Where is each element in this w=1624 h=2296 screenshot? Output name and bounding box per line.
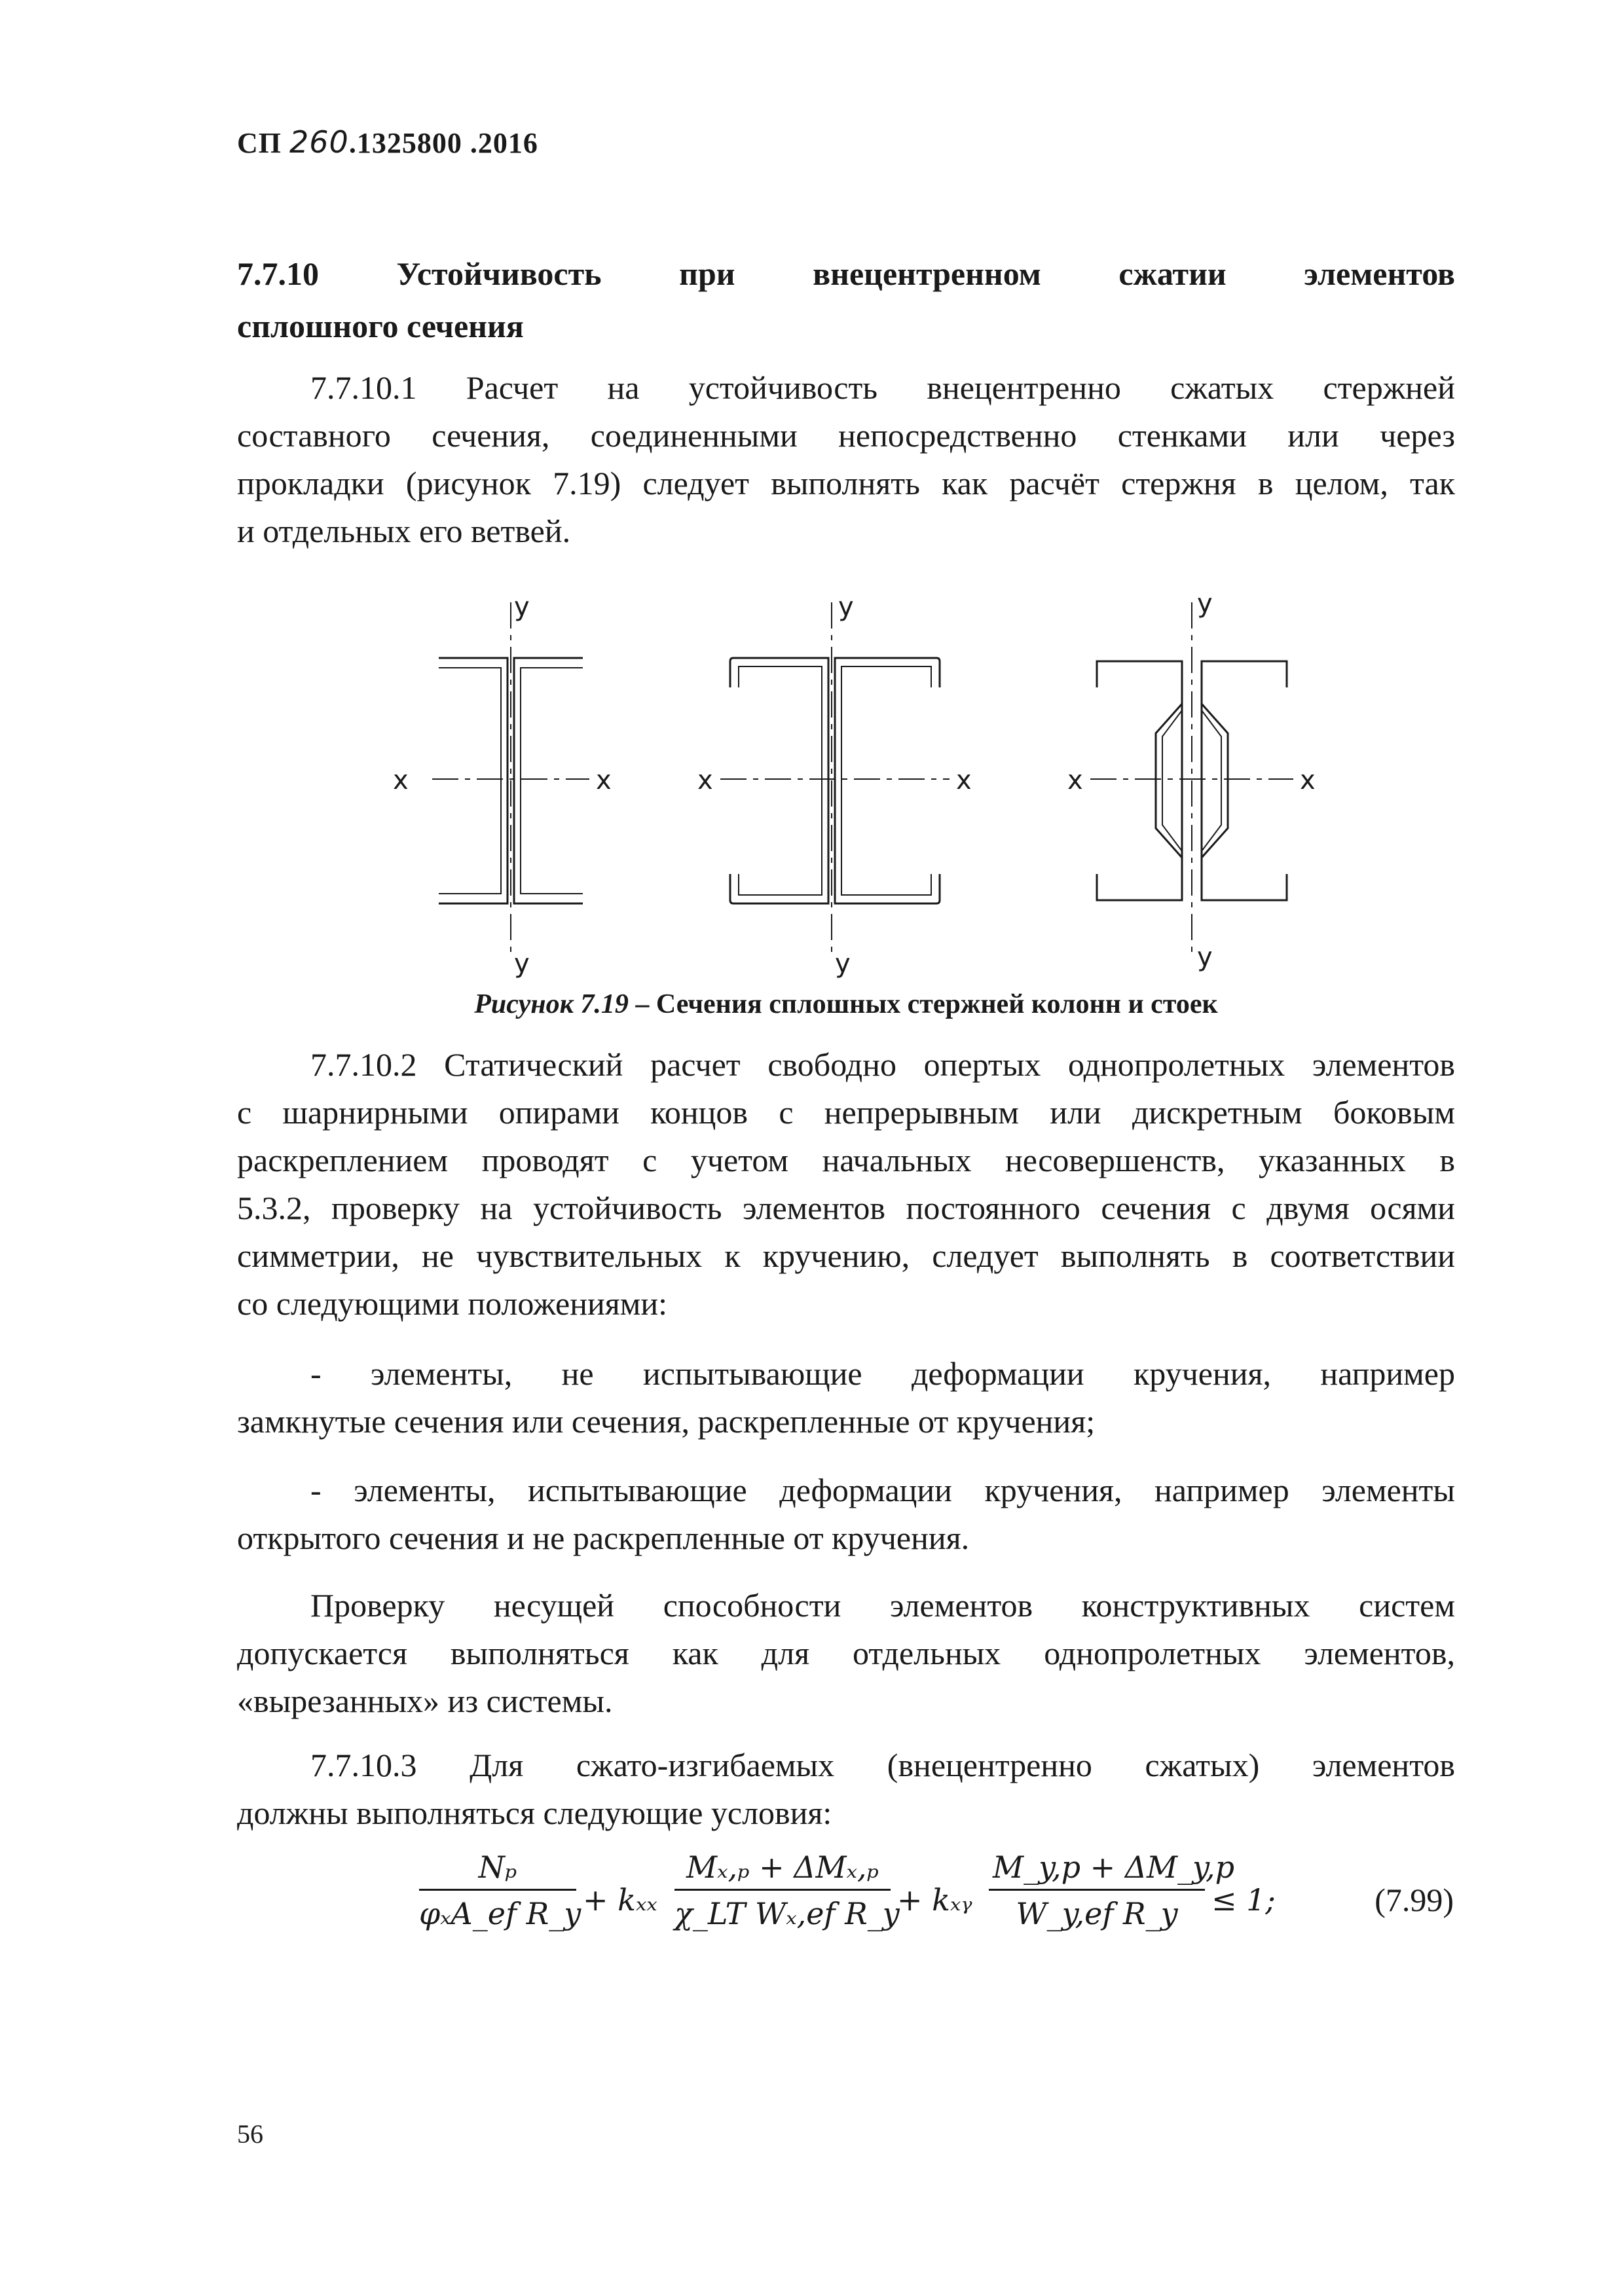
text-line: и отдельных его ветвей.	[237, 513, 571, 549]
page-number: 56	[237, 2119, 263, 2149]
text-line: замкнутые сечения или сечения, раскрепленные от кручения;	[237, 1403, 1096, 1440]
text-line: прокладки (рисунок 7.19) следует выполнять как расчёт стержня в целом, так	[237, 465, 1455, 501]
column-sections-drawing	[367, 563, 1349, 989]
text-line: со следующими положениями:	[237, 1285, 668, 1322]
channel-left-inner	[439, 668, 501, 894]
text-line: допускается выполняться как для отдельных однопролетных элементов,	[237, 1635, 1455, 1671]
caption-figure-number: Рисунок 7.19	[474, 989, 629, 1019]
heading-word: внецентренном	[813, 255, 1041, 292]
fraction-denominator: W_y,ef R_y	[1016, 1896, 1178, 1931]
lipped-channel-left	[730, 658, 828, 903]
spacer-channel-right	[1202, 661, 1287, 900]
text-line: - элементы, не испытывающие деформации кручения, например	[310, 1355, 1455, 1392]
text-line: - элементы, испытывающие деформации кручения, например элементы	[310, 1472, 1455, 1508]
fraction-numerator: Mₓ,ₚ + ΔMₓ,ₚ	[674, 1850, 891, 1891]
section-2-two-lipped-channels	[730, 658, 940, 903]
fraction-numerator: M_y,p + ΔM_y,p	[989, 1850, 1205, 1891]
paragraph-7-7-10-1	[237, 364, 1455, 555]
text-line: с шарнирными опирами концов с непрерывным или дискретным боковым	[237, 1094, 1455, 1131]
text-line: раскреплением проводят с учетом начальных несовершенств, указанных в	[237, 1142, 1455, 1178]
heading-word: сжатии	[1118, 255, 1227, 292]
y-axis-label-top: y	[1197, 589, 1213, 619]
bullet-item-2	[237, 1467, 1455, 1562]
heading-word: 7.7.10	[237, 255, 319, 292]
heading-word: Устойчивость	[396, 255, 602, 292]
fraction-numerator: Nₚ	[419, 1850, 576, 1891]
paragraph-7-7-10-3	[237, 1741, 1455, 1837]
text-line: 7.7.10.1 Расчет на устойчивость внецентренно сжатых стержней	[310, 369, 1455, 406]
paragraph-7-7-10-2	[237, 1041, 1455, 1328]
doc-code-suffix: .1325800 .2016	[348, 127, 538, 159]
text-line: 5.3.2, проверку на устойчивость элементов постоянного сечения с двумя осями	[237, 1190, 1455, 1226]
equation-number: (7.99)	[1375, 1882, 1454, 1918]
figure-7-19	[367, 563, 1349, 989]
fraction-denominator: φₓA_ef R_y	[419, 1896, 581, 1931]
y-axis-label-bottom: y	[514, 949, 530, 979]
x-axis-label-left: x	[393, 765, 409, 795]
lipped-channel-right-inner	[841, 666, 931, 895]
spacer-right-inner	[1202, 710, 1221, 851]
bullet-item-1	[237, 1350, 1455, 1446]
text-line: 7.7.10.2 Статический расчет свободно опертых однопролетных элементов	[310, 1046, 1455, 1083]
heading-word: при	[679, 255, 735, 292]
lipped-channel-right	[835, 658, 940, 903]
text-line: составного сечения, соединенными непосредственно стенками или через	[237, 417, 1455, 454]
inequality-tail: ≤ 1;	[1211, 1882, 1276, 1918]
formula-7-99	[419, 1850, 1454, 1967]
heading-line-1	[237, 247, 1455, 300]
document-code	[237, 124, 538, 160]
spacer-channel-left	[1097, 661, 1182, 900]
heading-line-2: сплошного сечения	[237, 308, 524, 344]
figure-caption	[237, 989, 1455, 1020]
y-axis-label-top: y	[838, 592, 854, 622]
caption-text: – Сечения сплошных стержней колонн и стоек	[628, 989, 1218, 1019]
x-axis-label-right: x	[596, 765, 612, 795]
doc-code-prefix: СП	[237, 127, 289, 159]
text-line: 7.7.10.3 Для сжато-изгибаемых (внецентренно сжатых) элементов	[310, 1747, 1455, 1783]
x-axis-label-right: x	[1300, 765, 1316, 795]
lipped-channel-left-inner	[739, 666, 822, 895]
x-axis-label-left: x	[1067, 765, 1083, 795]
fraction-moment-y	[989, 1850, 1235, 1931]
y-axis-label-bottom: y	[835, 949, 851, 979]
channel-right	[514, 658, 583, 903]
section-heading	[237, 247, 1455, 352]
heading-word: элементов	[1304, 255, 1455, 292]
y-axis-label-bottom: y	[1197, 942, 1213, 972]
operator-kxy: + kₓᵧ	[897, 1882, 972, 1918]
fraction-denominator: χ_LT Wₓ,ef R_y	[674, 1896, 900, 1931]
section-3-axes	[1090, 602, 1293, 956]
spacer-left-inner	[1162, 710, 1182, 851]
text-line: Проверку несущей способности элементов конструктивных систем	[310, 1587, 1455, 1624]
text-line: «вырезанных» из системы.	[237, 1683, 613, 1719]
x-axis-label-right: x	[956, 765, 972, 795]
doc-code-handwritten: 260	[289, 124, 349, 160]
y-axis-label-top: y	[514, 592, 530, 622]
text-line: открытого сечения и не раскрепленные от кручения.	[237, 1520, 970, 1556]
paragraph-load-capacity	[237, 1582, 1455, 1725]
channel-left	[439, 658, 507, 903]
channel-right-inner	[521, 668, 583, 894]
fraction-axial-force	[419, 1850, 581, 1931]
text-line: должны выполняться следующие условия:	[237, 1795, 832, 1831]
text-line: симметрии, не чувствительных к кручению, следует выполнять в соответствии	[237, 1237, 1455, 1274]
fraction-moment-x	[674, 1850, 900, 1931]
x-axis-label-left: x	[697, 765, 713, 795]
operator-kxx: + kₓₓ	[583, 1882, 657, 1918]
